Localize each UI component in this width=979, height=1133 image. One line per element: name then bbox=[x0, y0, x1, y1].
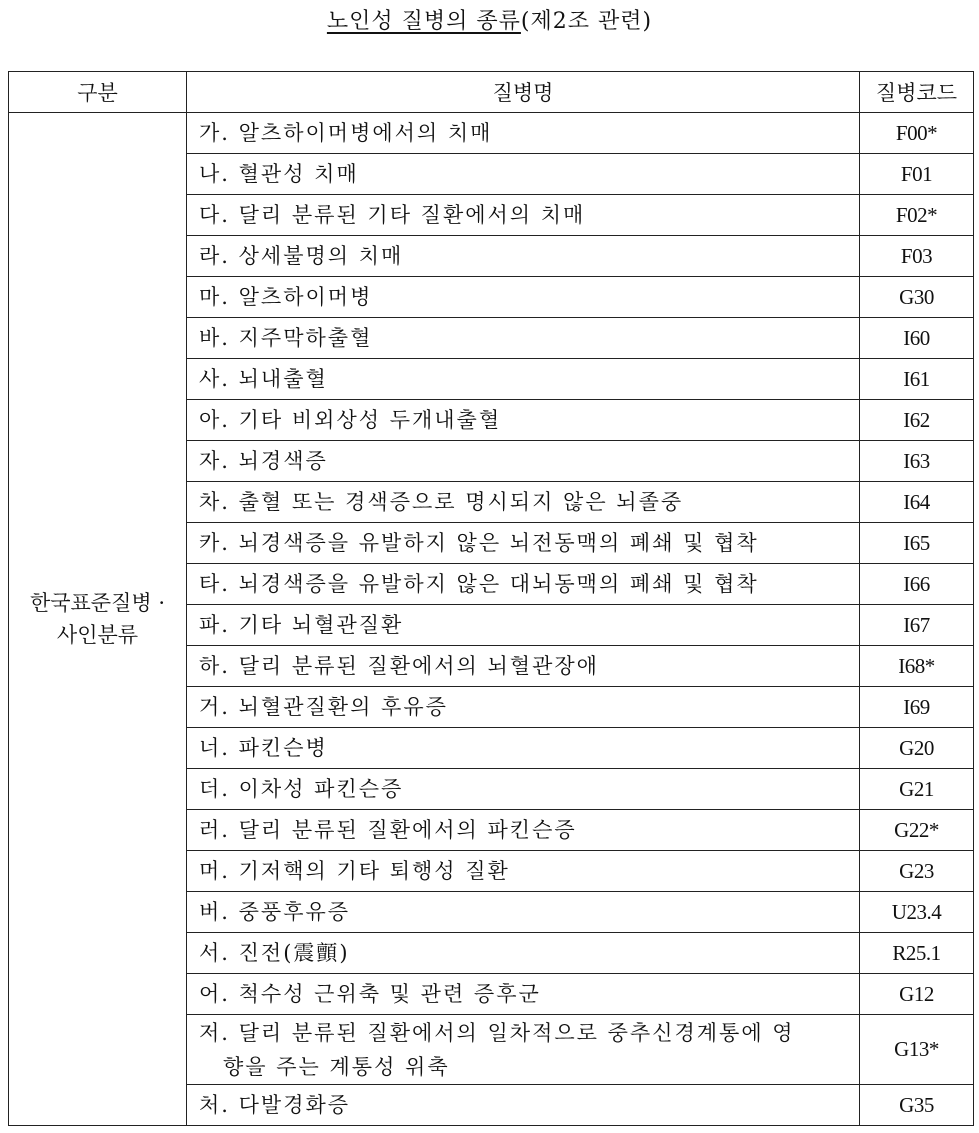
disease-name: 어. 척수성 근위축 및 관련 증후군 bbox=[199, 982, 541, 1006]
disease-name-cell bbox=[187, 605, 860, 646]
category-line1: 한국표준질병 · bbox=[29, 591, 166, 615]
disease-name-cell bbox=[187, 564, 860, 605]
category-cell bbox=[9, 113, 187, 1126]
disease-name: 타. 뇌경색증을 유발하지 않은 대뇌동맥의 폐쇄 및 협착 bbox=[199, 572, 759, 596]
disease-name-cell bbox=[187, 646, 860, 687]
header-category: 구분 bbox=[9, 72, 187, 113]
disease-name-cell bbox=[187, 974, 860, 1015]
disease-name: 차. 출혈 또는 경색증으로 명시되지 않은 뇌졸중 bbox=[199, 490, 684, 514]
disease-code: I67 bbox=[860, 605, 974, 646]
disease-name-cell bbox=[187, 933, 860, 974]
disease-code: G35 bbox=[860, 1085, 974, 1126]
disease-code: I65 bbox=[860, 523, 974, 564]
disease-code: U23.4 bbox=[860, 892, 974, 933]
disease-name-cell bbox=[187, 318, 860, 359]
disease-name: 머. 기저핵의 기타 퇴행성 질환 bbox=[199, 859, 510, 883]
disease-name: 더. 이차성 파킨슨증 bbox=[199, 777, 404, 801]
disease-name-cell bbox=[187, 113, 860, 154]
disease-name-cell bbox=[187, 1015, 860, 1085]
table-row bbox=[9, 113, 974, 154]
disease-code: I68* bbox=[860, 646, 974, 687]
title-underlined: 노인성 질병의 종류 bbox=[326, 9, 521, 34]
disease-name-cell bbox=[187, 523, 860, 564]
disease-name: 파. 기타 뇌혈관질환 bbox=[199, 613, 404, 637]
disease-name: 가. 알츠하이머병에서의 치매 bbox=[199, 121, 493, 145]
disease-name: 사. 뇌내출혈 bbox=[199, 367, 328, 391]
disease-name: 아. 기타 비외상성 두개내출혈 bbox=[199, 408, 502, 432]
disease-code: G13* bbox=[860, 1015, 974, 1085]
disease-name-cell bbox=[187, 1085, 860, 1126]
disease-code: G23 bbox=[860, 851, 974, 892]
disease-name: 서. 진전(震顫) bbox=[199, 941, 350, 965]
disease-name: 너. 파킨슨병 bbox=[199, 736, 328, 760]
disease-code: G22* bbox=[860, 810, 974, 851]
disease-name: 하. 달리 분류된 질환에서의 뇌혈관장애 bbox=[199, 654, 599, 678]
disease-code: I62 bbox=[860, 400, 974, 441]
disease-code: R25.1 bbox=[860, 933, 974, 974]
disease-name: 거. 뇌혈관질환의 후유증 bbox=[199, 695, 448, 719]
disease-name: 자. 뇌경색증 bbox=[199, 449, 328, 473]
disease-name-cell bbox=[187, 277, 860, 318]
disease-name-cell bbox=[187, 728, 860, 769]
disease-code: F00* bbox=[860, 113, 974, 154]
disease-name: 마. 알츠하이머병 bbox=[199, 285, 373, 309]
disease-name: 처. 다발경화증 bbox=[199, 1093, 351, 1117]
disease-code: G30 bbox=[860, 277, 974, 318]
disease-name-cell bbox=[187, 892, 860, 933]
disease-name-cell bbox=[187, 236, 860, 277]
disease-code: G20 bbox=[860, 728, 974, 769]
disease-code: I60 bbox=[860, 318, 974, 359]
disease-code: I66 bbox=[860, 564, 974, 605]
disease-name: 나. 혈관성 치매 bbox=[199, 162, 359, 186]
disease-name-cell bbox=[187, 769, 860, 810]
disease-code: F03 bbox=[860, 236, 974, 277]
disease-name-cell bbox=[187, 154, 860, 195]
disease-name: 러. 달리 분류된 질환에서의 파킨슨증 bbox=[199, 818, 577, 842]
disease-code: I69 bbox=[860, 687, 974, 728]
disease-code: F02* bbox=[860, 195, 974, 236]
disease-code: G21 bbox=[860, 769, 974, 810]
disease-name-cell bbox=[187, 687, 860, 728]
disease-name-cell bbox=[187, 359, 860, 400]
disease-name: 다. 달리 분류된 기타 질환에서의 치매 bbox=[199, 203, 586, 227]
disease-name-continued: 향을 주는 계통성 위축 bbox=[223, 1054, 450, 1079]
disease-code: I64 bbox=[860, 482, 974, 523]
disease-name-cell bbox=[187, 482, 860, 523]
disease-name: 카. 뇌경색증을 유발하지 않은 뇌전동맥의 폐쇄 및 협착 bbox=[199, 531, 759, 555]
header-row bbox=[9, 72, 974, 113]
disease-name-cell bbox=[187, 810, 860, 851]
disease-table bbox=[8, 71, 974, 1126]
disease-name-cell bbox=[187, 400, 860, 441]
header-disease-name: 질병명 bbox=[187, 72, 860, 113]
category-line2: 사인분류 bbox=[56, 623, 139, 647]
disease-name: 버. 중풍후유증 bbox=[199, 900, 351, 924]
disease-code: F01 bbox=[860, 154, 974, 195]
title-suffix: (제2조 관련) bbox=[520, 9, 653, 34]
disease-code: I61 bbox=[860, 359, 974, 400]
disease-name: 저. 달리 분류된 질환에서의 일차적으로 중추신경계통에 영 bbox=[199, 1020, 795, 1045]
header-disease-code: 질병코드 bbox=[860, 72, 974, 113]
disease-name-cell bbox=[187, 195, 860, 236]
disease-name-cell bbox=[187, 851, 860, 892]
disease-name: 바. 지주막하출혈 bbox=[199, 326, 373, 350]
disease-code: G12 bbox=[860, 974, 974, 1015]
document-title bbox=[0, 4, 979, 35]
disease-name: 라. 상세불명의 치매 bbox=[199, 244, 404, 268]
disease-name-cell bbox=[187, 441, 860, 482]
disease-code: I63 bbox=[860, 441, 974, 482]
